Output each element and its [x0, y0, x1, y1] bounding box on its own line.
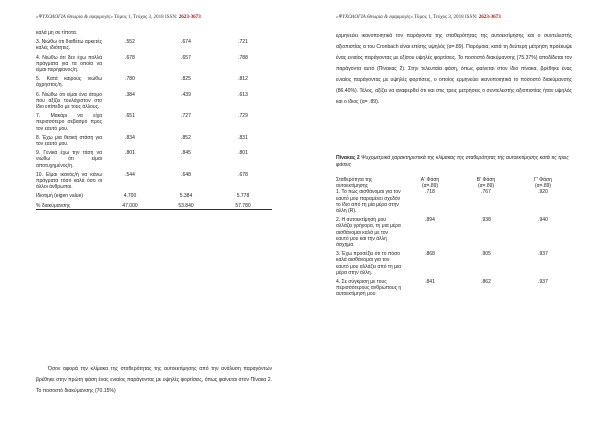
item-label: καλά μη σε τίποτα.: [36, 30, 78, 36]
variance-b: 53.840: [158, 203, 214, 210]
item-label: 8. Έχω μια θετική στάση για τον εαυτό μου.: [36, 134, 102, 148]
body-text-left: [36, 364, 272, 397]
paragraph: ερμηνεύει ικανοποιητικά τον παράγοντα της σταθερότητας της αυτοεκτίμησης και ο συντελεστής αξιοπιστίας α του Cronbach είναι επίσης υψηλός (α=.89). Παρόμοια, κατά τη δεύτερη μέτρηση προέκυψε ένας ενιαίος παράγοντας με εξίσου υψηλές φορτίσεις. Το ποσοστό διακύμανσης (75.37%) αποδίδεται τον παράγοντα αυτό (Πίνακας 2). Στην τελευταία φάση, όπως φαίνεται στον ίδιο πίνακα, βρέθηκε ένας ενιαίος παράγοντας με υψηλές φορτίσεις, ο οποίος ερμηνεύει ικανοποιητικά το ποσοστό διακύμανσης (86.40%). Τέλος, αξίζει να αναφερθεί ότι και στις τρεις μετρήσεις ο συντελεστής αξιοπιστίας ήταν υψηλός και ο ίδιος (α= .89).: [336, 33, 572, 105]
header-phase-c: [514, 177, 572, 189]
variance-a: 47.000: [102, 203, 158, 210]
item-label: 3. Νιώθω ότι διαθέτω αρκετές καλές ιδιότητες.: [36, 39, 102, 52]
caption-label: Πίνακας 2: [336, 155, 360, 161]
caption-text: Ψυχομετρικά χαρακτηριστικά της κλίμακας της σταθερότητας της αυτοεκτίμησης κατά τις τρεις φάσεις: [336, 155, 569, 168]
variance-c: 57.780: [214, 203, 272, 210]
eigenvalue-row: [36, 193, 272, 202]
phase-a-label: Α' Φάση: [420, 177, 440, 183]
loading-c: .721: [238, 39, 248, 46]
loading-a: .894: [425, 217, 435, 224]
loading-b: .862: [481, 279, 491, 286]
loading-c: .937: [538, 251, 548, 258]
table-row: [36, 30, 272, 39]
item-label: 2. Η αυτοεκτίμησή μου αλλάζει γρήγορα, τη μια μέρα αισθάνομαι καλά με τον εαυτό μου και την άλλη άσχημα.: [336, 217, 401, 249]
variance-label: % διακύμανσης: [36, 203, 102, 210]
eigenvalue-a: 4.700: [123, 193, 137, 200]
loading-a: .552: [125, 39, 135, 46]
item-label: 7. Μακάρι να είχα περισσότερο σεβασμό προς τον εαυτό μου.: [36, 113, 102, 132]
table-row: [336, 217, 572, 251]
loading-a: .801: [125, 150, 135, 157]
loading-b: .657: [181, 54, 191, 61]
item-label: 1. Το πώς αισθάνομαι για τον εαυτό μου παραμένει σχεδόν το ίδιο από τη μία μέρα στην άλλη (R).: [336, 189, 401, 215]
loading-b: .648: [181, 171, 191, 178]
loading-b: [158, 30, 214, 39]
table-row: [36, 135, 272, 150]
page-header: [36, 14, 201, 20]
variance-row: [36, 203, 272, 210]
loading-b: .439: [181, 91, 191, 98]
loading-c: .801: [238, 150, 248, 157]
loadings-table-1: [36, 30, 272, 210]
journal-title: «ΨΥΧΟΛΟΓΙΑ Θεωρία & εφαρμογές»: [36, 14, 113, 20]
loading-c: .937: [538, 279, 548, 286]
loading-b: .845: [181, 150, 191, 157]
table-caption: [336, 155, 572, 168]
loading-a: .384: [125, 91, 135, 98]
loading-c: .940: [538, 217, 548, 224]
header-phase-b: [458, 177, 514, 189]
phase-b-alpha: (α=.89): [477, 183, 495, 190]
table-row: [36, 150, 272, 172]
loading-b: .727: [181, 113, 191, 120]
loading-c: .831: [238, 134, 248, 141]
header-phase-a: [402, 177, 458, 189]
stability-table: [336, 177, 572, 298]
issue-info: Τόμος 1, Τεύχος 3, 2018 ISSN:: [112, 14, 179, 20]
loading-b: .905: [481, 251, 491, 258]
loading-c: [214, 30, 272, 39]
loading-c: .920: [538, 189, 548, 196]
loading-a: .678: [125, 54, 135, 61]
table-row: [36, 92, 272, 114]
table-row: [36, 39, 272, 54]
item-label: 4. Σε σύγκριση με τους περισσότερους ανθρώπους η αυτοεκτίμησή μου: [336, 279, 402, 298]
right-page: [300, 0, 600, 424]
phase-a-alpha: (α=.89): [421, 183, 439, 190]
loading-a: [102, 30, 158, 39]
loading-c: .678: [238, 171, 248, 178]
issn-number: 2623-3673: [178, 14, 201, 20]
table-row: [36, 172, 272, 194]
loading-a: .544: [125, 171, 135, 178]
loading-a: .780: [125, 76, 135, 83]
table-row: [36, 76, 272, 91]
table-row: [336, 279, 572, 298]
issn-number: 2623-3673: [478, 14, 501, 20]
loading-a: .651: [125, 113, 135, 120]
loading-b: .767: [481, 189, 491, 196]
item-label: 10. Είμαι ικανός/ή να κάνω πράγματα τόσο καλά όσο οι άλλοι άνθρωποι.: [36, 171, 102, 191]
loading-a: .834: [125, 134, 135, 141]
loading-c: .613: [238, 91, 248, 98]
item-label: 6. Νιώθω ότι είμαι ένα άτομο που αξίζει τουλάχιστον στο ίδιο επίπεδο με τους άλλους.: [36, 91, 102, 111]
item-label: 9. Γενικά έχω την τάση να νιώθω ότι είμαι αποτυχημένος/η.: [36, 150, 102, 169]
issue-info: Τόμος 1, Τεύχος 3, 2018 ISSN:: [412, 14, 479, 20]
paragraph: Όσον αφορά την κλίμακα της σταθερότητας της αυτοεκτίμησης από την ανάλυση παραγόντων βρέθηκε στην πρώτη φάση ένας ενιαίος παράγοντας με υψηλές φορτίσεις, όπως φαίνεται στον Πίνακα 2. Το ποσοστό διακύμανσης (70.15%): [36, 366, 272, 394]
loading-b: .938: [481, 217, 491, 224]
loading-c: .788: [238, 54, 248, 61]
eigenvalue-b: 5.384: [179, 193, 193, 200]
table-row: [336, 189, 572, 217]
phase-c-alpha: (α=.89): [534, 183, 552, 190]
item-label: 3. Έχω προσέξει ότι το πόσο καλά αισθάνομαι για τον εαυτό μου αλλάζει από τη μια μέρα στην άλλη.: [336, 251, 401, 276]
loading-a: .718: [425, 189, 435, 196]
loading-a: .841: [425, 279, 435, 286]
eigenvalue-c: 5.778: [236, 193, 250, 200]
table-row: [336, 251, 572, 279]
loading-c: .729: [238, 113, 248, 120]
phase-c-label: Γ' Φάση: [534, 177, 552, 183]
loading-b: .825: [181, 76, 191, 83]
phase-b-label: Β' Φάση: [476, 177, 496, 183]
body-text-right: [336, 31, 572, 108]
item-label: 5. Κατά καιρούς νιώθω άχρηστος/η.: [36, 76, 102, 89]
eigenvalue-label: Ιδιοτιμή (eigen value): [36, 193, 84, 200]
table-row: [36, 55, 272, 77]
loading-b: .674: [181, 39, 191, 46]
journal-title: «ΨΥΧΟΛΟΓΙΑ Θεωρία & εφαρμογές»: [336, 14, 413, 20]
loading-b: .852: [181, 134, 191, 141]
loading-c: .812: [238, 76, 248, 83]
loading-a: .868: [425, 251, 435, 258]
page-header: [336, 14, 501, 20]
table-row: [36, 113, 272, 135]
item-label: 4. Νιώθω ότι δεν έχω πολλά πράγματα για τα οποία να είμαι περήφανος/η.: [36, 54, 102, 74]
table-header-row: [336, 177, 572, 189]
header-scale: Σταθερότητα της αυτοεκτίμησης: [336, 177, 373, 190]
